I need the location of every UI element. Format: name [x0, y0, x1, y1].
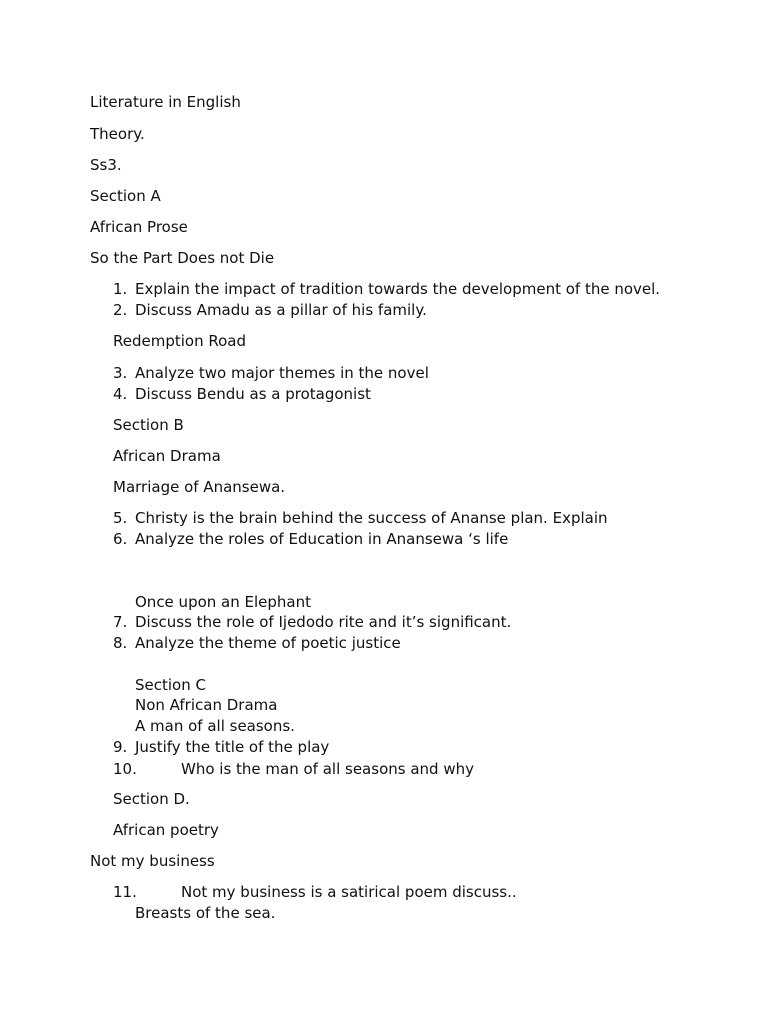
question-number: 1.	[113, 280, 128, 298]
section-c-genre: Non African Drama	[135, 696, 278, 714]
question-number: 4.	[113, 385, 128, 403]
question-text: Analyze the roles of Education in Anansewa ‘s life	[135, 530, 509, 548]
poem-title: Breasts of the sea.	[135, 904, 276, 922]
book-title: So the Part Does not Die	[90, 249, 275, 267]
question-text: Who is the man of all seasons and why	[181, 760, 474, 778]
question-text: Analyze two major themes in the novel	[135, 364, 429, 382]
section-a-heading: Section A	[90, 187, 161, 205]
section-d-genre: African poetry	[113, 821, 219, 839]
question-text: Discuss the role of Ijedodo rite and it’s significant.	[135, 613, 512, 631]
document-subtitle: Theory.	[90, 125, 145, 143]
question-number: 3.	[113, 364, 128, 382]
question-number: 8.	[113, 634, 128, 652]
question-text: Not my business is a satirical poem discuss..	[181, 883, 517, 901]
section-d-heading: Section D.	[113, 790, 190, 808]
question-text: Discuss Amadu as a pillar of his family.	[135, 301, 427, 319]
question-number: 2.	[113, 301, 128, 319]
question-text: Discuss Bendu as a protagonist	[135, 385, 371, 403]
question-number: 7.	[113, 613, 128, 631]
document-title: Literature in English	[90, 93, 241, 111]
question-number: 6.	[113, 530, 128, 548]
question-number: 5.	[113, 509, 128, 527]
question-text: Analyze the theme of poetic justice	[135, 634, 401, 652]
question-number: 11.	[113, 883, 137, 901]
section-b-heading: Section B	[113, 416, 184, 434]
book-title: Once upon an Elephant	[135, 593, 311, 611]
section-c-heading: Section C	[135, 676, 206, 694]
class-label: Ss3.	[90, 156, 122, 174]
section-a-genre: African Prose	[90, 218, 188, 236]
question-number: 9.	[113, 738, 128, 756]
section-b-genre: African Drama	[113, 447, 221, 465]
poem-title: Not my business	[90, 852, 215, 870]
question-text: Christy is the brain behind the success of Ananse plan. Explain	[135, 509, 608, 527]
question-text: Justify the title of the play	[135, 738, 330, 756]
question-number: 10.	[113, 760, 137, 778]
book-title: Marriage of Anansewa.	[113, 478, 286, 496]
book-title: Redemption Road	[113, 332, 247, 350]
question-text: Explain the impact of tradition towards the development of the novel.	[135, 280, 661, 298]
book-title: A man of all seasons.	[135, 717, 295, 735]
